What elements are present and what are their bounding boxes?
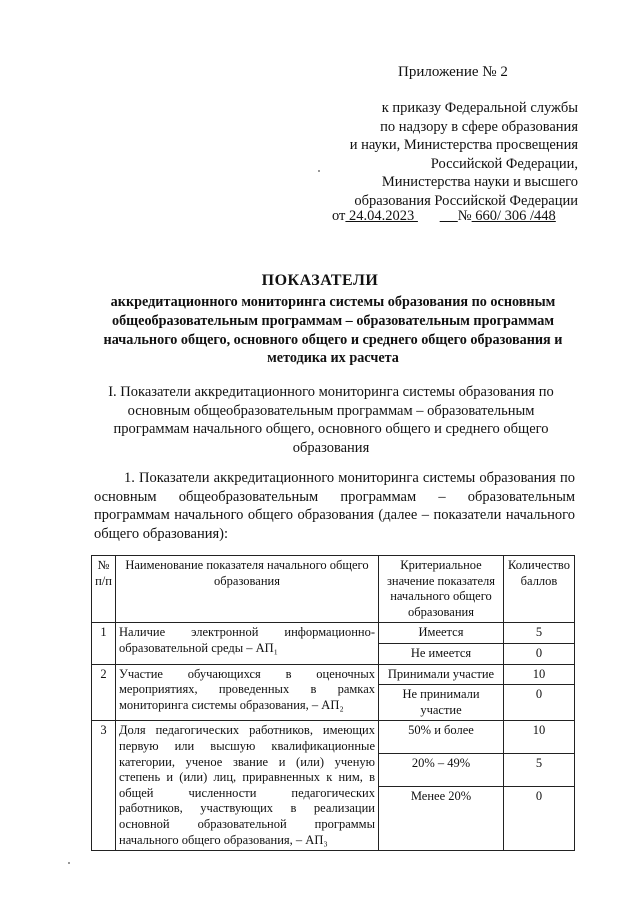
table-header-row <box>92 556 575 623</box>
row-points: 5 <box>504 623 575 644</box>
row-num: 1 <box>92 623 116 664</box>
table-row <box>92 664 575 685</box>
order-line: Министерства науки и высшего <box>381 174 578 191</box>
row-criterion: Имеется <box>379 623 504 644</box>
order-date: 24.04.2023 <box>345 208 418 224</box>
order-line: к приказу Федеральной службы <box>381 100 578 116</box>
row-name: Доля педагогических работников, имеющих первую или высшую квалификационные категории, ученое звание и (или) ученую степень и (или) лиц, приравненных к ним, в общей численности педагогических работников, участвующих в реализации основной образовательной программы начального общего образования, – АП₃ <box>116 721 379 851</box>
row-criterion: 50% и более <box>379 721 504 754</box>
intro-paragraph: 1. Показатели аккредитационного мониторинга системы образования по основным общеобразовательным программам – образовательным программам начального общего образования (далее – показатели начального общего образования): <box>94 470 575 542</box>
row-points: 0 <box>504 685 575 721</box>
row-points: 5 <box>504 754 575 787</box>
document-title: ПОКАЗАТЕЛИ <box>261 272 379 289</box>
order-line: и науки, Министерства просвещения <box>349 137 578 154</box>
row-num: 2 <box>92 664 116 721</box>
order-number: 660/ 306 /448 <box>471 208 556 224</box>
row-num: 3 <box>92 721 116 851</box>
indicators-table <box>91 555 575 851</box>
row-points: 10 <box>504 721 575 754</box>
section-title: I. Показатели аккредитационного мониторинга системы образования по основным общеобразовательным программам – образовательным программам начального общего, основного общего и среднего общего образования <box>108 384 554 456</box>
row-points: 0 <box>504 643 575 664</box>
row-points: 10 <box>504 664 575 685</box>
scan-speck <box>68 862 70 864</box>
row-name: Наличие электронной информационно-образовательной среды – АП₁ <box>116 623 379 664</box>
header-name: Наименование показателя начального общего образования <box>116 556 379 623</box>
date-prefix: от <box>332 208 346 224</box>
row-points: 0 <box>504 786 575 850</box>
header-points: Количество баллов <box>504 556 575 623</box>
row-criterion: Принимали участие <box>379 664 504 685</box>
document-subtitle: аккредитационного мониторинга системы образования по основным общеобразовательным программам – образовательным программам начального общего, основного общего и среднего общего образования и методика их расчета <box>103 294 563 367</box>
scan-speck <box>318 170 320 172</box>
row-criterion: Не имеется <box>379 643 504 664</box>
order-line: Российской Федерации, <box>430 155 578 172</box>
order-line: образования Российской Федерации <box>354 192 578 209</box>
row-criterion: Менее 20% <box>379 786 504 850</box>
row-criterion: 20% – 49% <box>379 754 504 787</box>
header-num: № п/п <box>92 556 116 623</box>
order-line: по надзору в сфере образования <box>380 118 578 135</box>
order-reference <box>300 99 578 211</box>
header-criterion: Критериальное значение показателя начального общего образования <box>379 556 504 623</box>
number-prefix: № <box>457 208 472 224</box>
appendix-title: Приложение № 2 <box>398 64 508 80</box>
table-row <box>92 721 575 754</box>
row-name: Участие обучающихся в оценочных мероприятиях, проведенных в рамках мониторинга системы образования, – АП₂ <box>116 664 379 721</box>
row-criterion: Не принимали участие <box>379 685 504 721</box>
order-date-number <box>332 208 556 225</box>
table-row <box>92 623 575 644</box>
